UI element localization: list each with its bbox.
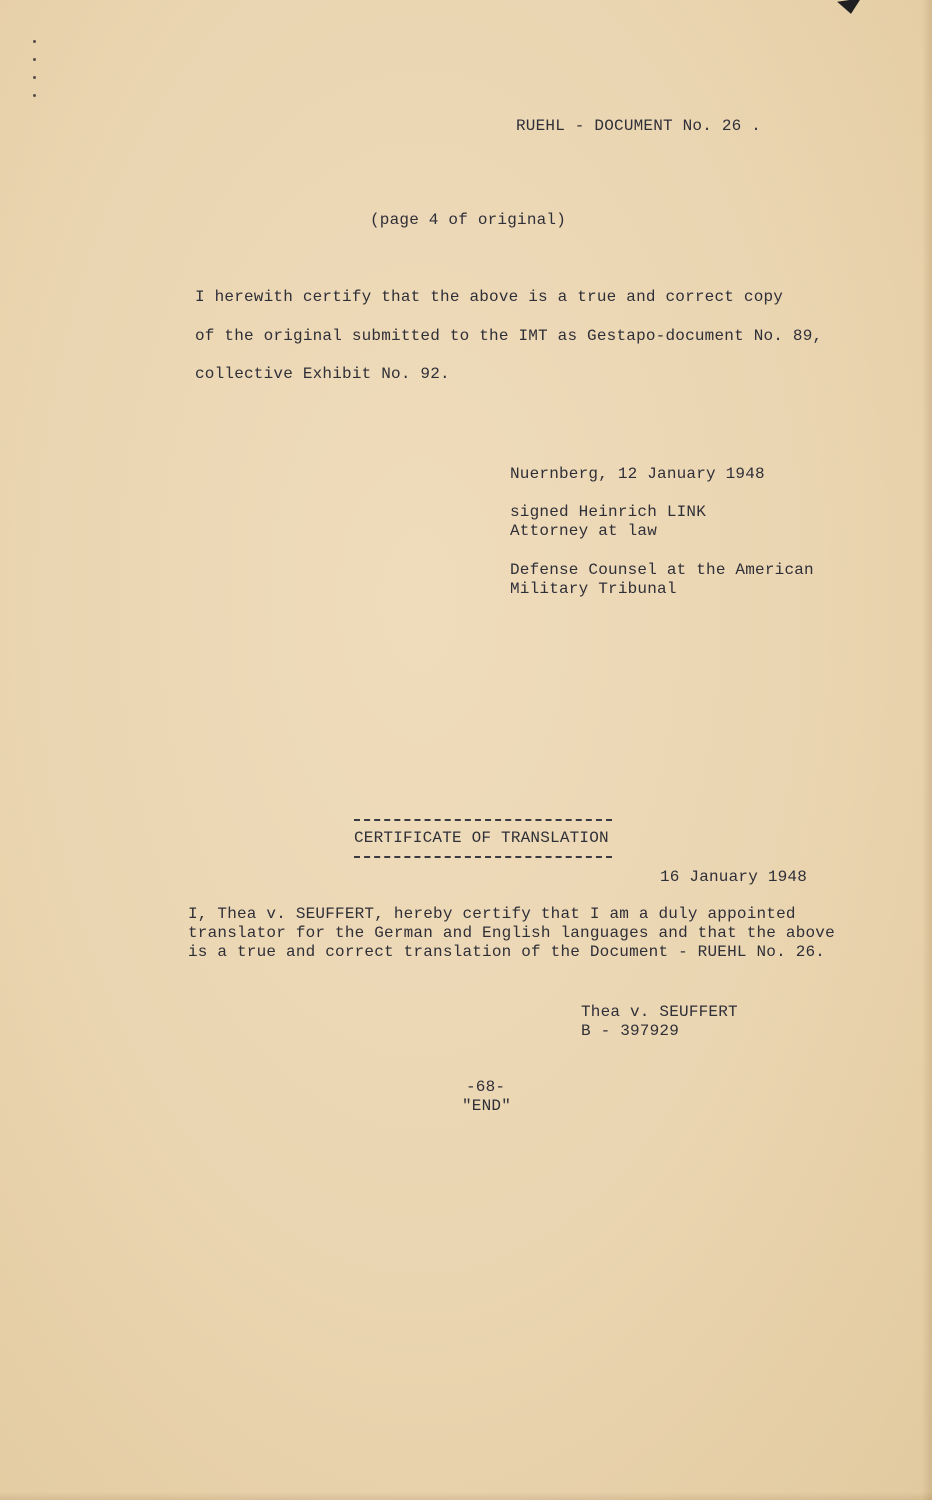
counsel-line: Military Tribunal xyxy=(510,580,677,598)
certificate-date: 16 January 1948 xyxy=(660,868,808,886)
margin-speck xyxy=(33,94,36,97)
page-note: (page 4 of original) xyxy=(370,211,567,229)
certification-line: of the original submitted to the IMT as Gestapo-document No. 89, xyxy=(195,327,823,345)
signed-name: signed Heinrich LINK xyxy=(510,503,707,521)
corner-binding-mark xyxy=(837,0,863,16)
page-edge-right xyxy=(922,0,932,1500)
margin-speck xyxy=(33,40,36,43)
margin-speck xyxy=(33,58,36,61)
title-rule-bottom xyxy=(354,856,612,858)
title-rule-top xyxy=(354,819,612,821)
certification-line: collective Exhibit No. 92. xyxy=(195,365,450,383)
certification-line: I herewith certify that the above is a true and correct copy xyxy=(195,288,784,306)
certificate-body-line: I, Thea v. SEUFFERT, hereby certify that I am a duly appointed xyxy=(188,905,796,923)
certificate-body-line: translator for the German and English languages and that the above xyxy=(188,924,835,942)
certificate-body-line: is a true and correct translation of the Document - RUEHL No. 26. xyxy=(188,943,826,961)
end-mark: "END" xyxy=(462,1097,512,1115)
translator-name: Thea v. SEUFFERT xyxy=(581,1003,738,1021)
translator-id: B - 397929 xyxy=(581,1022,680,1040)
document-reference: RUEHL - DOCUMENT No. 26 . xyxy=(516,117,762,135)
page-edge-bottom xyxy=(0,1492,932,1500)
counsel-line: Defense Counsel at the American xyxy=(510,561,814,579)
place-date: Nuernberg, 12 January 1948 xyxy=(510,465,765,483)
margin-speck xyxy=(33,76,36,79)
certificate-title: CERTIFICATE OF TRANSLATION xyxy=(354,829,609,847)
page-number: -68- xyxy=(466,1078,506,1096)
signer-title: Attorney at law xyxy=(510,522,658,540)
